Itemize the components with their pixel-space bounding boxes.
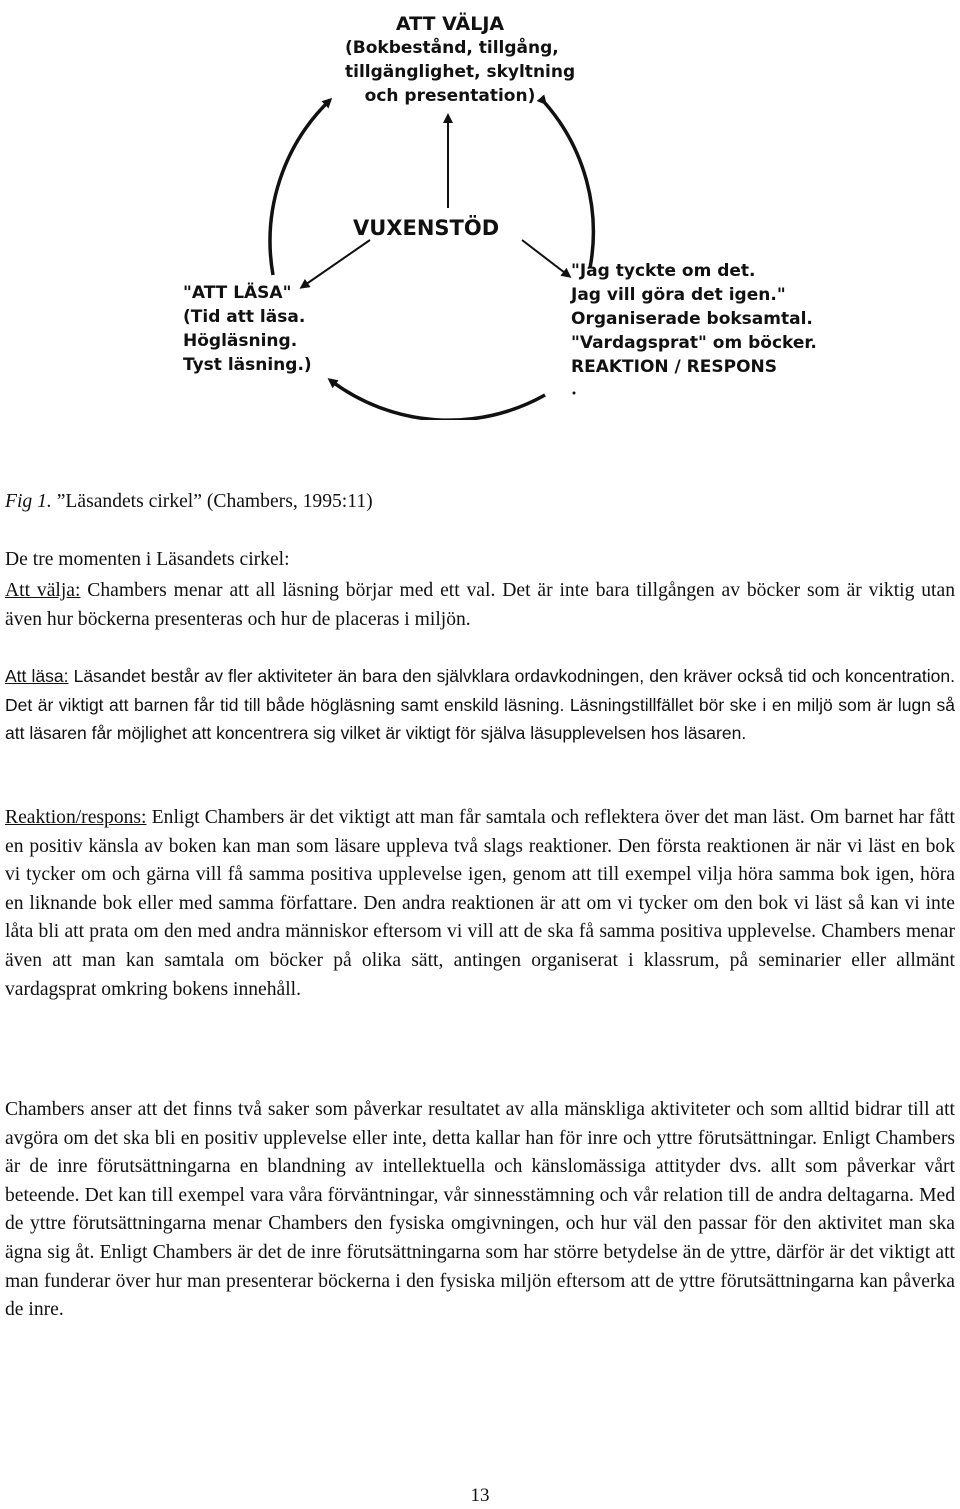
label-att-valja xyxy=(345,12,576,108)
label-reaktion-respons xyxy=(571,259,817,379)
figure-caption xyxy=(5,488,955,517)
label-line: Organiserade boksamtal. xyxy=(571,309,813,329)
label-line: Högläsning. xyxy=(183,331,298,351)
label-line: "ATT LÄSA" xyxy=(183,283,292,303)
paragraph-forutsattningar xyxy=(5,1096,955,1325)
page-number: 13 xyxy=(470,1485,490,1506)
term-att-valja: Att välja: xyxy=(5,580,81,601)
paragraph-reaktion xyxy=(5,804,955,1004)
label-line: tillgänglighet, skyltning xyxy=(345,62,576,82)
label-line: och presentation) xyxy=(364,86,536,106)
term-reaktion-respons: Reaktion/respons: xyxy=(5,807,147,828)
arc-right-to-left xyxy=(330,380,545,420)
label-line: (Tid att läsa. xyxy=(183,307,306,327)
paragraph-body: Chambers anser att det finns två saker som påverkar resultatet av alla mänskliga aktiviteter och som alltid bidrar till att avgöra om det ska bli en positiv upplevelse eller inte, detta kallar han för inre och yttre förutsättningar. Enligt Chambers är de inre förutsättningarna en blandning av intellektuella och känslomässiga attityder dvs. allt som påverkar vårt beteende. Det kan till exempel vara våra förväntningar, vår sinnesstämning och vår relation till de andra deltagarna. Med de yttre förutsättningarna menar Chambers den fysiska omgivningen, och hur väl den passar för den aktivitet man ska ägna sig åt. Enligt Chambers är det de inre förutsättningarna som har större betydelse än de yttre, därför är det viktigt att man funderar över hur man presenterar böckerna i den fysiska miljön eftersom att de yttre förutsättningarna kan påverka de inre. xyxy=(5,1099,955,1321)
label-line: Tyst läsning.) xyxy=(183,355,312,375)
caption-text: ”Läsandets cirkel” (Chambers, 1995:11) xyxy=(51,491,373,512)
label-att-lasa xyxy=(183,281,312,377)
paragraph-att-lasa xyxy=(5,662,955,748)
reading-circle-diagram xyxy=(0,0,960,420)
term-att-lasa: Att läsa: xyxy=(5,666,69,686)
arc-top-to-right xyxy=(545,103,593,268)
arc-left-to-top xyxy=(270,100,330,275)
label-line: (Bokbestånd, tillgång, xyxy=(345,38,559,58)
label-line: REAKTION / RESPONS xyxy=(571,357,778,377)
arrow-center-left xyxy=(302,240,370,287)
intro-line xyxy=(5,546,955,575)
paragraph-att-valja xyxy=(5,577,955,634)
label-vuxenstod: VUXENSTÖD xyxy=(353,216,500,240)
paragraph-body: Chambers menar att all läsning börjar med ett val. Det är inte bara tillgången av böcker som är viktig utan även hur böckerna presenteras och hur de placeras i miljön. xyxy=(5,580,955,630)
paragraph-body: Läsandet består av fler aktiviteter än bara den självklara ordavkodningen, den kräver också tid och koncentration. Det är viktigt att barnen får tid till både högläsning samt enskild läsning. Läsningstillfället bör ske i en miljö som är lugn så att läsaren får möjlighet att koncentrera sig vilket är viktigt för själva läsupplevelsen hos läsaren. xyxy=(5,666,955,744)
label-line: ATT VÄLJA xyxy=(395,13,505,35)
arrow-center-right xyxy=(522,240,569,276)
intro-text: De tre momenten i Läsandets cirkel: xyxy=(5,549,290,570)
label-line: Jag vill göra det igen." xyxy=(571,285,786,305)
label-line: "Vardagsprat" om böcker. xyxy=(571,333,817,353)
caption-prefix: Fig 1. xyxy=(5,491,52,512)
label-line: "Jag tyckte om det. xyxy=(571,261,756,281)
paragraph-body: Enligt Chambers är det viktigt att man får samtala och reflektera över det man läst. Om barnet har fått en positiv känsla av boken kan man som läsare uppleva två slags reaktioner. Den första reaktionen är när vi läst en bok vi tycker om och gärna vill få samma positiva upplevelse igen, genom att till exempel vilja höra samma bok igen, höra en liknande bok eller med samma författare. Den andra reaktionen är att om vi tycker om den bok vi läst så kan vi inte låta bli att prata om den med andra människor eftersom vi vill att de ska få samma positiva upplevelse. Chambers menar även att man kan samtala om böcker på olika sätt, antingen organiserat i klassrum, på seminarier eller allmänt vardagsprat omkring bokens innehåll. xyxy=(5,807,955,1000)
